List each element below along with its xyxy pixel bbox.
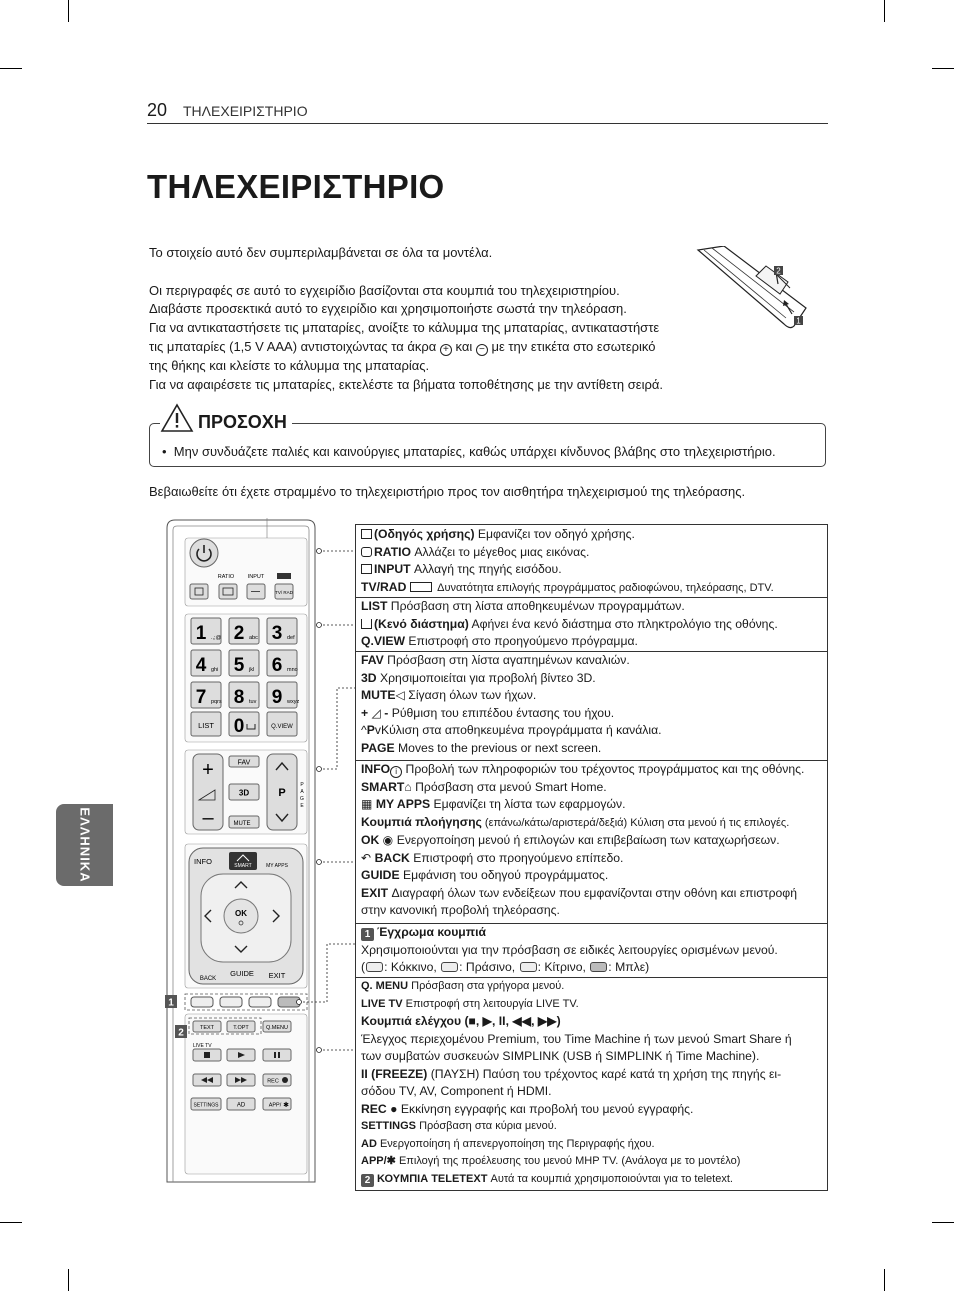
svg-text:Q.MENU: Q.MENU bbox=[266, 1025, 288, 1031]
number-key-digit: 9 bbox=[271, 687, 283, 708]
page-title: ΤΗΛΕΧΕΙΡΙΣΤΗΡΙΟ bbox=[147, 168, 445, 205]
desc-block-top-buttons: (Οδηγός χρήσης) Εμφανίζει τον οδηγό χρήσης. RATIO Αλλάζει το μέγεθος μιας εικόνας. INPUT Αλλαγή της πηγής εισόδου. TV/RAD Δυνατότητα επιλογής προγράμματος ραδιοφώνου, τηλεόρασης, DTV. bbox=[355, 524, 828, 598]
number-key-letters: def bbox=[287, 635, 295, 641]
svg-text:3D: 3D bbox=[238, 788, 250, 798]
ratio-label: RATIO bbox=[217, 574, 235, 580]
qmenu-button[interactable] bbox=[263, 1021, 291, 1032]
number-key-3[interactable] bbox=[267, 618, 297, 644]
intro-line: της θήκης και κλείστε το κάλυμμα της μπαταρίας. bbox=[149, 357, 430, 373]
marker-1-badge: 1 bbox=[361, 928, 374, 941]
live-tv-label: LIVE TV bbox=[193, 1043, 212, 1049]
list-button[interactable] bbox=[191, 712, 221, 736]
crop-mark bbox=[884, 1269, 885, 1291]
desc-block-navigation: INFO i Προβολή των πληροφοριών του τρέχοντος προγράμματος και της οθόνης. SMART⌂ Πρόσβαση στα μενού Smart Home. ▦ MY APPS Εμφανίζει τη λίστα των εφαρμογών. Κουμπιά πλοήγησης (επάνω/κάτω/αριστερά/δεξιά) Κύλιση στα μενού ή τις επιλογές. OK ◉ Ενεργοποίηση μενού ή επιλογών και επιβεβαίωση των καταχωρήσεων. ↶ BACK Επιστροφή στο προηγούμενο επίπεδο. GUIDE Εμφάνιση του οδηγού προγράμματος. EXIT Διαγραφή όλων των ενδείξεων που εμφανίζονται στην οθόνη και επιστροφή στην κανονική προβολή τηλεόρασης. bbox=[355, 760, 828, 924]
fast-forward-button[interactable] bbox=[227, 1074, 255, 1086]
number-key-9[interactable] bbox=[267, 682, 299, 708]
number-key-6[interactable] bbox=[267, 650, 298, 676]
intro-line: Οι περιγραφές σε αυτό το εγχειρίδιο βασίζονται στα κουμπιά του τηλεχειριστηρίου. bbox=[149, 282, 620, 298]
intro-text bbox=[149, 244, 709, 394]
power-button[interactable] bbox=[190, 539, 218, 567]
svg-text:Q.VIEW: Q.VIEW bbox=[271, 724, 293, 730]
svg-text:REC: REC bbox=[267, 1078, 279, 1085]
page-header bbox=[147, 100, 828, 124]
tv-rad-button[interactable] bbox=[275, 584, 294, 599]
crop-mark bbox=[68, 0, 69, 22]
svg-text:A: A bbox=[300, 789, 304, 795]
number-key-2[interactable] bbox=[229, 618, 259, 644]
desc-block-volume: FAV Πρόσβαση στη λίστα αγαπημένων καναλιών. 3D Χρησιμοποιείται για προβολή βίντεο 3D. MUTE◁ Σίγαση όλων των ήχων. + ◿ - Ρύθμιση του επιπέδου έντασης του ήχου. ^PvΚύλιση στα αποθηκευμένα προγράμματα ή κανάλια. PAGE Moves to the previous or next screen. bbox=[355, 651, 828, 761]
number-key-letters: ghi bbox=[211, 667, 219, 673]
language-side-tab bbox=[56, 804, 113, 886]
speaker-mute-icon: ◁ bbox=[395, 688, 405, 702]
number-key-digit: 8 bbox=[233, 687, 245, 708]
tv-radio-icon bbox=[410, 582, 432, 592]
number-key-letters: jkl bbox=[249, 667, 255, 673]
svg-text:TEXT: TEXT bbox=[199, 1025, 215, 1031]
app-button[interactable] bbox=[263, 1098, 291, 1110]
yellow-button-icon bbox=[520, 962, 537, 972]
svg-text:✱: ✱ bbox=[283, 1102, 289, 1109]
number-key-digit: 4 bbox=[195, 655, 207, 676]
ratio-button[interactable] bbox=[219, 584, 237, 599]
red-button-icon bbox=[366, 962, 383, 972]
number-key-digit: 1 bbox=[195, 623, 207, 644]
crop-mark bbox=[0, 68, 22, 69]
remote-control-diagram bbox=[163, 518, 319, 1186]
svg-text:G: G bbox=[300, 796, 304, 802]
pause-button[interactable] bbox=[263, 1049, 291, 1061]
marker-1: 1 bbox=[168, 997, 174, 1009]
number-key-digit: 3 bbox=[271, 623, 283, 644]
svg-text:0: 0 bbox=[233, 716, 245, 737]
crop-mark bbox=[932, 1222, 954, 1223]
number-key-digit: 2 bbox=[233, 623, 245, 644]
svg-text:E: E bbox=[300, 803, 304, 809]
play-button[interactable] bbox=[227, 1049, 255, 1061]
number-key-letters: mno bbox=[287, 667, 298, 673]
svg-text:FAV: FAV bbox=[237, 759, 251, 767]
zero-button[interactable] bbox=[229, 712, 259, 737]
svg-text:+: + bbox=[202, 759, 214, 781]
header-section: ΤΗΛΕΧΕΙΡΙΣΤΗΡΙΟ bbox=[183, 103, 308, 119]
volume-icon: ◿ bbox=[371, 705, 381, 720]
intro-line: Το στοιχείο αυτό δεν συμπεριλαμβάνεται σε όλα τα μοντέλα. bbox=[149, 245, 493, 260]
svg-text:AD: AD bbox=[236, 1102, 246, 1109]
svg-text:TV/ RAD: TV/ RAD bbox=[275, 590, 293, 595]
marker-2: 2 bbox=[178, 1027, 184, 1039]
intro-line: Για να αντικαταστήσετε τις μπαταρίες, ανοίξτε το κάλυμμα της μπαταρίας, αντικαταστήστε bbox=[149, 320, 660, 336]
ratio-icon bbox=[361, 547, 372, 557]
topt-button[interactable] bbox=[227, 1021, 255, 1032]
program-rocker[interactable] bbox=[267, 754, 297, 830]
number-key-1[interactable] bbox=[191, 618, 222, 644]
settings-button[interactable] bbox=[191, 1098, 221, 1110]
number-key-5[interactable] bbox=[229, 650, 259, 676]
svg-text:OK: OK bbox=[235, 909, 247, 918]
blue-button-icon bbox=[590, 962, 607, 972]
mute-button[interactable] bbox=[229, 816, 259, 828]
3d-button[interactable] bbox=[229, 784, 259, 800]
crop-mark bbox=[932, 68, 954, 69]
battery-cover-illustration bbox=[694, 246, 812, 338]
number-key-7[interactable] bbox=[191, 682, 222, 708]
language-label: ΕΛΛΗΝΙΚΑ bbox=[77, 807, 92, 883]
qview-button[interactable] bbox=[267, 712, 297, 736]
volume-rocker[interactable] bbox=[193, 754, 223, 830]
rec-button[interactable] bbox=[263, 1074, 291, 1086]
3d-icon: 3D bbox=[361, 670, 377, 685]
number-key-8[interactable] bbox=[229, 682, 259, 708]
svg-text:–: – bbox=[202, 807, 214, 829]
fav-button[interactable] bbox=[229, 756, 259, 767]
number-key-letters: wxyz bbox=[287, 699, 300, 705]
svg-text:SMART: SMART bbox=[234, 863, 252, 869]
guide-button: GUIDE bbox=[230, 969, 254, 978]
crop-mark bbox=[884, 0, 885, 22]
number-key-digit: 5 bbox=[233, 655, 245, 676]
step-1-label: 1 bbox=[796, 316, 801, 326]
ad-button[interactable] bbox=[227, 1098, 255, 1110]
ok-icon: ◉ bbox=[382, 833, 394, 847]
back-arrow-icon: ↶ bbox=[361, 850, 372, 865]
info-icon: i bbox=[390, 766, 402, 778]
user-guide-button[interactable] bbox=[190, 584, 208, 599]
pointing-instruction: Βεβαιωθείτε ότι έχετε στραμμένο το τηλεχειριστήριο προς τον αισθητήρα τηλεχειρισμού της τηλεόρασης. bbox=[149, 484, 746, 499]
user-guide-icon bbox=[361, 529, 372, 539]
exit-button: EXIT bbox=[268, 971, 286, 980]
space-icon bbox=[361, 619, 372, 629]
my-apps-button: MY APPS bbox=[266, 863, 288, 869]
page-label: P bbox=[300, 782, 304, 788]
caution-title: ΠΡΟΣΟΧΗ bbox=[198, 412, 287, 432]
svg-text:T.OPT: T.OPT bbox=[233, 1025, 249, 1031]
minus-icon: − bbox=[476, 344, 488, 356]
text-button[interactable] bbox=[193, 1021, 221, 1032]
desc-block-color-buttons: 1 Έγχρωμα κουμπιά Χρησιμοποιούνται για την πρόσβαση σε ειδικές λειτουργίες ορισμένων μενού. ( : Κόκκινο, : Πράσινο, : Κίτρινο, : Μπλε) bbox=[355, 923, 828, 978]
warning-triangle-icon bbox=[160, 403, 194, 433]
plus-icon: + bbox=[440, 344, 452, 356]
info-button: INFO bbox=[194, 857, 212, 866]
caution-bullet: • Μην συνδυάζετε παλιές και καινούργιες μπαταρίες, καθώς υπάρχει κίνδυνος βλάβης στο τηλεχειριστήριο. bbox=[162, 444, 776, 459]
stop-button[interactable] bbox=[193, 1049, 221, 1061]
crop-mark bbox=[68, 1269, 69, 1291]
crop-mark bbox=[0, 1222, 22, 1223]
intro-line: Για να αφαιρέσετε τις μπαταρίες, εκτελέστε τα βήματα τοποθέτησης με την αντίθετη σειρά. bbox=[149, 376, 664, 392]
navigation-pad[interactable] bbox=[201, 874, 291, 962]
number-key-letters: tuv bbox=[249, 699, 257, 705]
svg-text:MUTE: MUTE bbox=[233, 821, 251, 827]
apps-grid-icon: ▦ bbox=[361, 797, 373, 811]
input-button[interactable] bbox=[247, 584, 265, 599]
page-number: 20 bbox=[147, 100, 168, 120]
svg-text:APP/: APP/ bbox=[268, 1102, 282, 1109]
number-key-digit: 6 bbox=[271, 655, 283, 676]
caution-heading bbox=[160, 399, 292, 433]
intro-line: Διαβάστε προσεκτικά αυτό το εγχειρίδιο και χρησιμοποιήστε σωστά την τηλεόραση. bbox=[149, 301, 627, 317]
input-icon bbox=[361, 564, 372, 574]
home-icon: ⌂ bbox=[404, 779, 412, 794]
green-button-icon bbox=[441, 962, 458, 972]
desc-block-playback: Q. MENU Πρόσβαση στα γρήγορα μενού. LIVE TV Επιστροφή στη λειτουργία LIVE TV. Κουμπιά ελέγχου (■, ▶, II, ◀◀, ▶▶) Έλεγχος περιεχομένου Premium, του Time Machine ή των μενού Smart Share ή των συμβατών συσκευών SIMPLINK (USB ή SIMPLINK ή Time Machine). II (FREEZE) (ΠΑΥΣΗ) Παύση του τρέχοντος καρέ κατά τη χρήση της πηγής ει- σόδου TV, AV, Component ή HDMI. REC ● Εκκίνηση εγγραφής και προβολή του μενού εγγραφής. SETTINGS Πρόσβαση στα κύρια μενού. AD Ενεργοποίηση ή απενεργοποίηση της Περιγραφής ήχου. APP/✱ Επιλογή της προέλευσης του μενού MHP TV. (Ανάλογα με το μοντέλο) 2 ΚΟΥΜΠΙΑ TELETEXT Αυτά τα κουμπιά χρησιμοποιούνται για το teletext. bbox=[355, 977, 828, 1191]
svg-text:P: P bbox=[278, 787, 286, 799]
chevron-down-icon: v bbox=[374, 723, 381, 737]
svg-text:LIST: LIST bbox=[198, 721, 214, 730]
svg-text:SETTINGS: SETTINGS bbox=[193, 1102, 219, 1109]
input-label: INPUT bbox=[247, 574, 265, 580]
intro-line: τις μπαταρίες (1,5 V AAA) αντιστοιχώντας τα άκρα + και − με την ετικέτα στο εσωτερικό bbox=[149, 338, 656, 355]
marker-2-badge: 2 bbox=[361, 1174, 374, 1187]
step-2-label: 2 bbox=[776, 266, 781, 276]
desc-block-list: LIST Πρόσβαση στη λίστα αποθηκευμένων προγραμμάτων. (Κενό διάστημα) Αφήνει ένα κενό διάστημα στο πληκτρολόγιο της οθόνης. Q.VIEW Επιστροφή στο προηγούμενο πρόγραμμα. bbox=[355, 597, 828, 652]
number-key-4[interactable] bbox=[191, 650, 221, 676]
number-key-letters: .,;@ bbox=[211, 635, 222, 641]
number-key-digit: 7 bbox=[195, 687, 207, 708]
number-key-letters: abc bbox=[249, 635, 258, 641]
smart-button[interactable] bbox=[229, 852, 257, 870]
chevron-up-icon: ^ bbox=[361, 723, 367, 737]
rewind-button[interactable] bbox=[193, 1074, 221, 1086]
number-key-letters: pqrs bbox=[211, 699, 222, 705]
back-button: BACK bbox=[199, 976, 217, 982]
